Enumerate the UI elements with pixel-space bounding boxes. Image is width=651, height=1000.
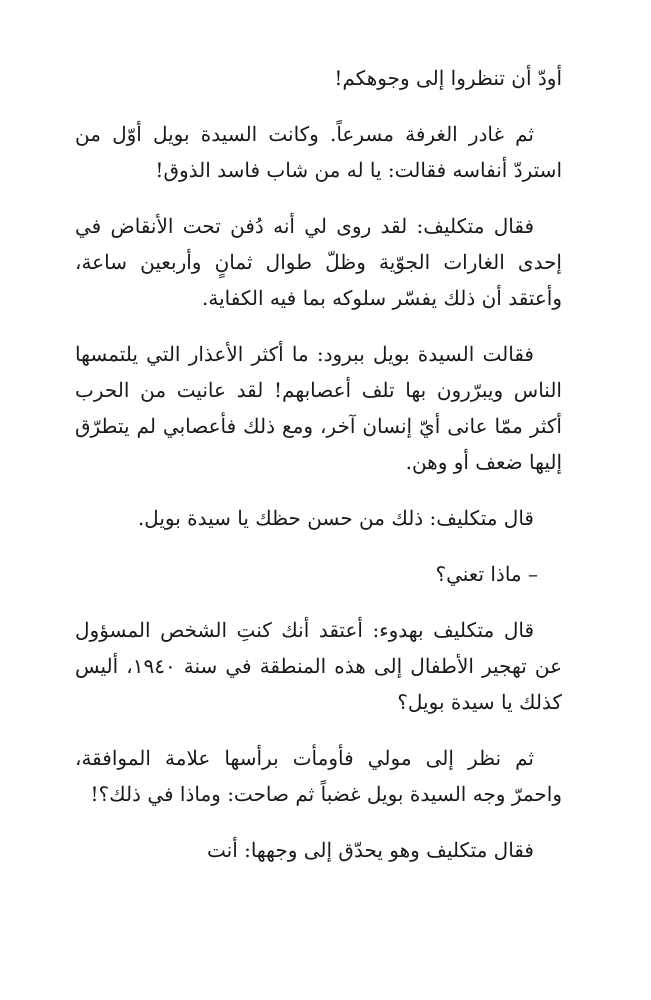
paragraph-6: – ماذا تعني؟ — [435, 562, 538, 586]
paragraph-5: قال متكليف: ذلك من حسن حظك يا سيدة بويل. — [137, 506, 534, 530]
paragraph-4: فقالت السيدة بويل ببرود: ما أكثر الأعذار التي يلتمسها الناس ويبرّرون بها تلف أعصابهم! لقد عانيت من الحرب أكثر ممّا عانى أيّ إنسان آخر، ومع ذلك فأعصابي لم يتطرّق إليها ضعف أو وهن. — [75, 342, 562, 474]
paragraph-3: فقال متكليف: لقد روى لي أنه دُفن تحت الأنقاض في إحدى الغارات الجوّية وظلّ طوال ثمانٍ وأربعين ساعة، وأعتقد أن ذلك يفسّر سلوكه بما فيه الكفاية. — [75, 214, 562, 310]
paragraph-8: ثم نظر إلى مولي فأومأت برأسها علامة الموافقة، واحمرّ وجه السيدة بويل غضباً ثم صاحت: وماذا في ذلك؟! — [75, 746, 562, 806]
paragraph-7: قال متكليف بهدوء: أعتقد أنك كنتِ الشخص المسؤول عن تهجير الأطفال إلى هذه المنطقة في سنة ١٩٤٠، أليس كذلك يا سيدة بويل؟ — [75, 618, 562, 714]
paragraph-1: أودّ أن تنظروا إلى وجوهكم! — [334, 66, 562, 90]
book-page — [75, 60, 562, 990]
paragraph-2: ثم غادر الغرفة مسرعاً. وكانت السيدة بويل أوّل من استردّ أنفاسه فقالت: يا له من شاب فاسد الذوق! — [75, 122, 562, 182]
paragraph-9: فقال متكليف وهو يحدّق إلى وجهها: أنت — [206, 838, 534, 862]
